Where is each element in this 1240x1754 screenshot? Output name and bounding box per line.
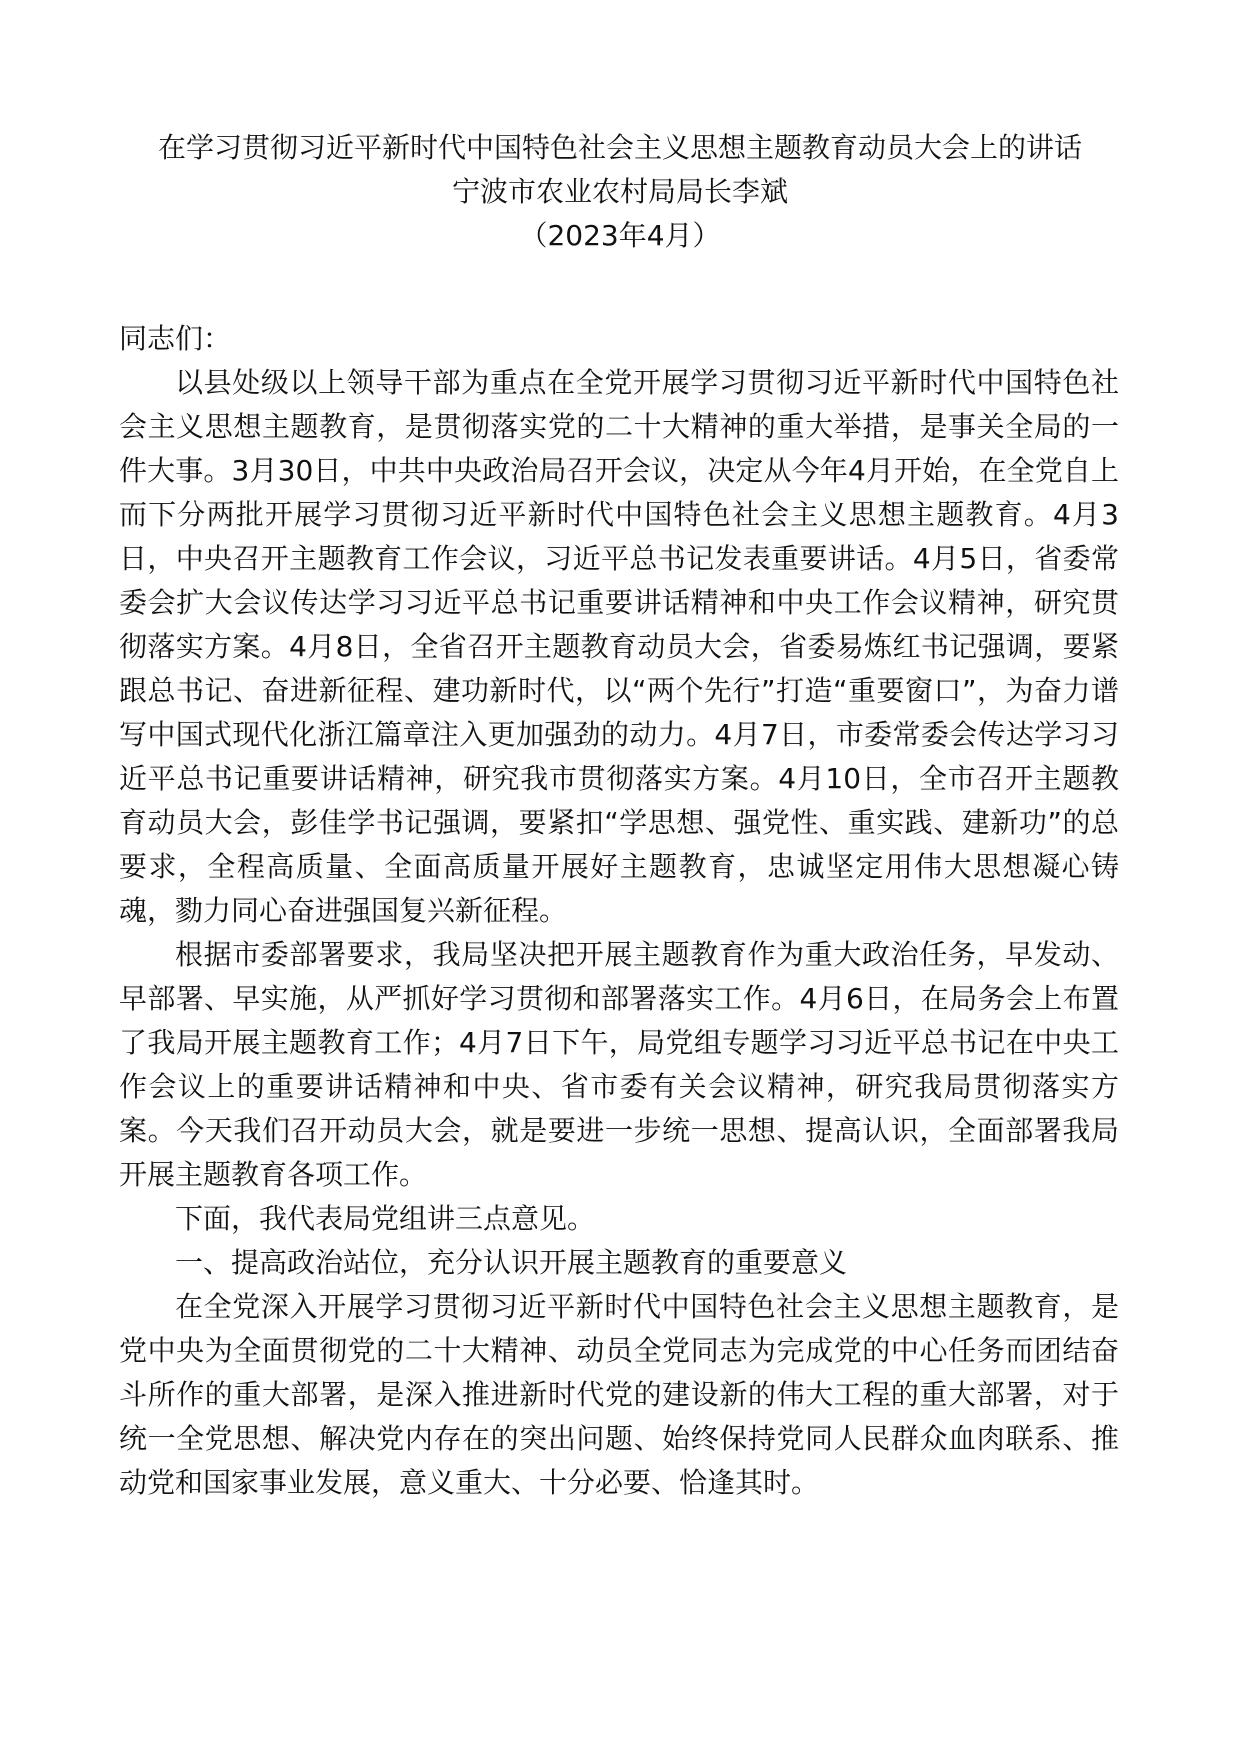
speaker-line: 宁波市农业农村局局长李斌	[451, 175, 788, 208]
document-title: 在学习贯彻习近平新时代中国特色社会主义思想主题教育动员大会上的讲话	[157, 131, 1082, 164]
salutation: 同志们：	[119, 322, 232, 355]
section-heading-1: 一、提高政治站位，充分认识开展主题教育的重要意义	[175, 1246, 848, 1279]
date-line: （2023年4月）	[519, 219, 721, 252]
document-body	[119, 317, 1119, 1505]
paragraph-transition: 下面，我代表局党组讲三点意见。	[175, 1202, 596, 1235]
paragraph-intro: 以县处级以上领导干部为重点在全党开展学习贯彻习近平新时代中国特色社会主义思想主题教育，是贯彻落实党的二十大精神的重大举措，是事关全局的一件大事。3月30日，中共中央政治局召开会议，决定从今年4月开始，在全党自上而下分两批开展学习贯彻习近平新时代中国特色社会主义思想主题教育。4月3日，中央召开主题教育工作会议，习近平总书记发表重要讲话。4月5日，省委常委会扩大会议传达学习习近平总书记重要讲话精神和中央工作会议精神，研究贯彻落实方案。4月8日，全省召开主题教育动员大会，省委易炼红书记强调，要紧跟总书记、奋进新征程、建功新时代，以“两个先行”打造“重要窗口”，为奋力谱写中国式现代化浙江篇章注入更加强劲的动力。4月7日，市委常委会传达学习习近平总书记重要讲话精神，研究我市贯彻落实方案。4月10日，全市召开主题教育动员大会，彭佳学书记强调，要紧扣“学思想、强党性、重实践、建新功”的总要求，全程高质量、全面高质量开展好主题教育，忠诚坚定用伟大思想凝心铸魂，勠力同心奋进强国复兴新征程。	[119, 366, 1119, 927]
paragraph-section-1: 在全党深入开展学习贯彻习近平新时代中国特色社会主义思想主题教育，是党中央为全面贯彻党的二十大精神、动员全党同志为完成党的中心任务而团结奋斗所作的重大部署，是深入推进新时代党的建设新的伟大工程的重大部署，对于统一全党思想、解决党内存在的突出问题、始终保持党同人民群众血肉联系、推动党和国家事业发展，意义重大、十分必要、恰逢其时。	[119, 1290, 1119, 1499]
document-header	[0, 126, 1240, 258]
paragraph-deployment: 根据市委部署要求，我局坚决把开展主题教育作为重大政治任务，早发动、早部署、早实施，从严抓好学习贯彻和部署落实工作。4月6日，在局务会上布置了我局开展主题教育工作；4月7日下午，局党组专题学习习近平总书记在中央工作会议上的重要讲话精神和中央、省市委有关会议精神，研究我局贯彻落实方案。今天我们召开动员大会，就是要进一步统一思想、提高认识，全面部署我局开展主题教育各项工作。	[119, 938, 1119, 1191]
